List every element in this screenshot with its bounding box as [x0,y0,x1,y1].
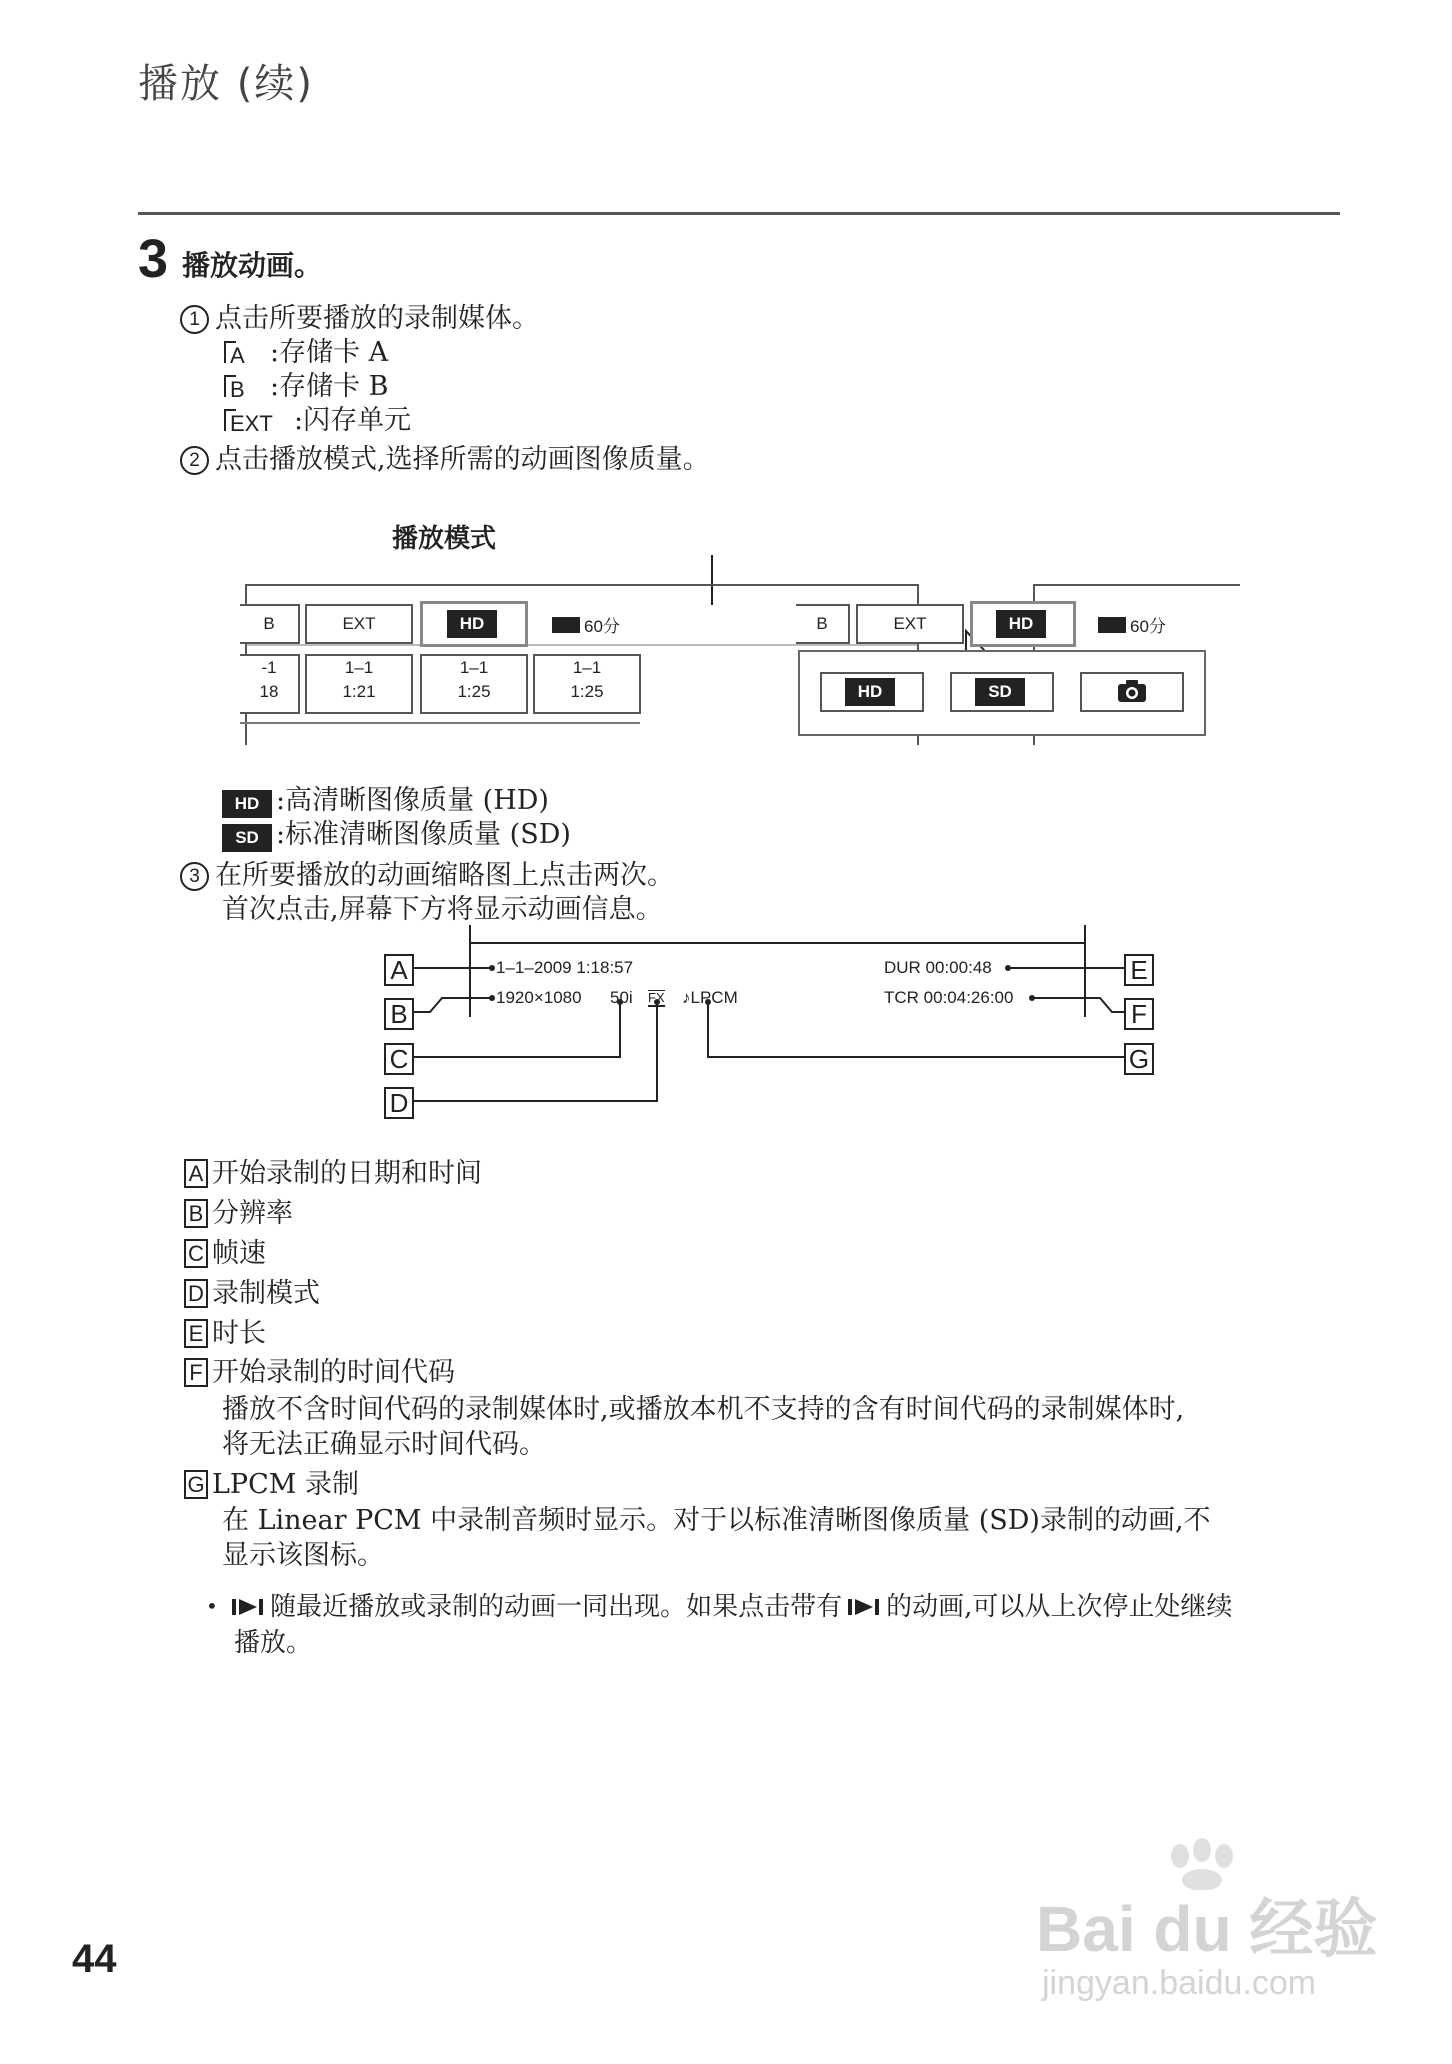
watermark-url: jingyan.baidu.com [1042,1964,1317,2002]
hd-option-button[interactable] [820,672,924,712]
substep-3-note: 首次点击,屏幕下方将显示动画信息。 [222,894,663,925]
thumbnail-row-next [240,722,640,746]
media-item-ext [222,398,411,437]
media-text: :闪存单元 [294,405,412,436]
photo-option-button[interactable] [1080,672,1184,712]
callout-a: A [384,954,414,986]
callout-e: E [1124,954,1154,986]
legend-f-desc: 播放不含时间代码的录制媒体时,或播放本机不支持的含有时间代码的录制媒体时, [222,1394,1185,1425]
substep-number: 2 [180,446,209,475]
lpcm-indicator: ♪LPCM [682,988,738,1007]
media-text: :存储卡 A [270,337,389,368]
duration-value: DUR 00:00:48 [884,958,992,977]
timecode-value: TCR 00:04:26:00 [884,988,1014,1007]
tab-ext[interactable]: EXT [305,604,413,644]
page-number: 44 [72,1937,117,1981]
callout-f: F [1124,998,1154,1030]
substep-text: 在所要播放的动画缩略图上点击两次。 [215,860,674,891]
thumbnail-cell[interactable]: -1 18 [240,654,300,714]
hd-icon: HD [996,610,1046,638]
legend-item-c: C 帧速 [184,1231,266,1270]
tab-card-b[interactable]: B [796,604,850,644]
quality-text: :高清晰图像质量 (HD) [276,785,549,816]
thumbnail-cell[interactable]: 1–1 1:21 [305,654,413,714]
hd-icon: HD [845,678,895,706]
bullet-icon: • [206,1594,218,1618]
frame-rate-value: 50i [610,988,633,1007]
legend-item-f: F 开始录制的时间代码 [184,1350,455,1389]
step-number: 3 [138,229,169,289]
legend-item-d: D 录制模式 [184,1271,320,1310]
sd-icon: SD [222,824,272,852]
legend-item-a: A 开始录制的日期和时间 [184,1151,482,1190]
battery-status: 60分 [552,612,620,637]
step-title: 播放动画。 [182,249,323,282]
recording-datetime: 1–1–2009 1:18:57 [496,958,634,977]
legend-g-desc: 显示该图标。 [222,1540,384,1571]
section-divider [138,212,1340,215]
quality-item-sd [222,812,571,852]
legend-item-g: G LPCM 录制 [184,1462,359,1501]
page-header-title: 播放 (续) [138,61,314,107]
quality-text: :标准清晰图像质量 (SD) [276,819,571,850]
legend-f-desc: 将无法正确显示时间代码。 [222,1429,546,1460]
substep-text: 点击播放模式,选择所需的动画图像质量。 [215,444,710,475]
callout-g: G [1124,1043,1154,1075]
callout-d: D [384,1087,414,1119]
sd-icon: SD [975,678,1025,706]
sd-option-button[interactable] [950,672,1054,712]
resume-playback-icon [846,1597,882,1617]
playback-mode-button[interactable] [420,601,528,647]
flash-unit-icon: EXT [222,407,288,433]
callout-c: C [384,1043,414,1075]
tab-card-b[interactable]: B [240,604,300,644]
playback-mode-label: 播放模式 [392,524,497,554]
battery-icon [1098,617,1126,633]
media-text: :存储卡 B [270,371,389,402]
battery-icon [552,617,580,633]
resume-playback-icon [230,1597,266,1617]
recording-mode-icon: FX [648,990,665,1005]
legend-item-b: B 分辨率 [184,1191,293,1230]
hd-icon: HD [447,610,497,638]
resolution-value: 1920×1080 [496,988,582,1007]
thumbnail-cell[interactable]: 1–1 1:25 [420,654,528,714]
battery-status: 60分 [1098,612,1166,637]
legend-g-desc: 在 Linear PCM 中录制音频时显示。对于以标准清晰图像质量 (SD)录制的动画,不 [222,1505,1211,1536]
memory-card-b-icon: B [222,373,264,399]
camera-icon [1117,679,1147,703]
watermark-logo: Bai du 经验 [1036,1893,1378,1965]
paw-icon [1150,1838,1250,1890]
legend-item-e: E 时长 [184,1311,266,1350]
substep-text: 点击所要播放的录制媒体。 [215,303,539,334]
playback-mode-button[interactable] [970,601,1076,647]
substep-number: 3 [180,862,209,891]
resume-note: • 随最近播放或录制的动画一同出现。如果点击带有 的动画,可以从上次停止处继续 [206,1592,1233,1622]
info-callout-diagram [380,925,1180,1125]
tab-ext[interactable]: EXT [856,604,964,644]
thumbnail-cell[interactable]: 1–1 1:25 [533,654,641,714]
substep-2 [180,437,710,476]
hd-icon: HD [222,790,272,818]
memory-card-a-icon: A [222,339,264,365]
resume-note-cont: 播放。 [234,1628,313,1658]
callout-b: B [384,998,414,1030]
substep-number: 1 [180,305,209,334]
